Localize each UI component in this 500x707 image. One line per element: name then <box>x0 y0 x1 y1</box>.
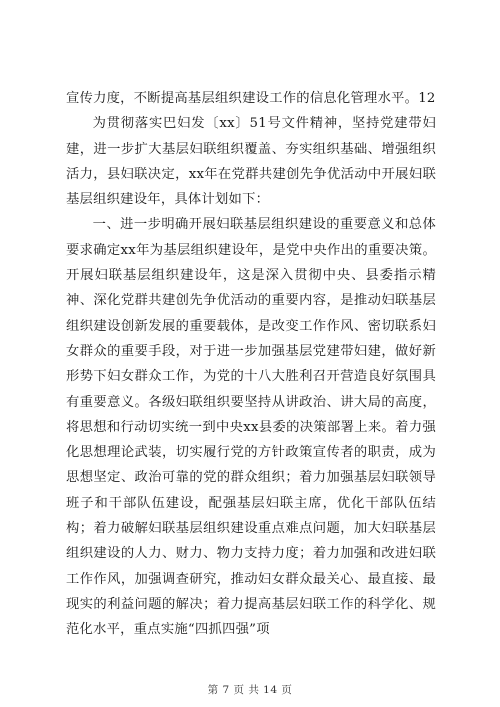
document-body <box>66 86 436 643</box>
paragraph-section-one: 一、进一步明确开展妇联基层组织建设的重要意义和总体要求确定xx年为基层组织建设年，是党中央作出的重要决策。开展妇联基层组织建设年，这是深入贯彻中央、县委指示精神、深化党群共建创先争优活动的重要内容，是推动妇联基层组织建设创新发展的重要载体，是改变工作作风、密切联系妇女群众的重要手段，对于进一步加强基层党建带妇建，做好新形势下妇女群众工作，为党的十八大胜利召开营造良好氛围具有重要意义。各级妇联组织要坚持从讲政治、讲大局的高度，将思想和行动切实统一到中央xx县委的决策部署上来。着力强化思想理论武装，切实履行党的方针政策宣传者的职责，成为思想坚定、政治可靠的党的群众组织；着力加强基层妇联领导班子和干部队伍建设，配强基层妇联主席，优化干部队伍结构；着力破解妇联基层组织建设重点难点问题，加大妇联基层组织建设的人力、财力、物力支持力度；着力加强和改进妇联工作作风，加强调查研究，推动妇女群众最关心、最直接、最现实的利益问题的解决；着力提高基层妇联工作的科学化、规范化水平，重点实施“四抓四强”项 <box>66 217 436 638</box>
page-number-footer: 第 7 页 共 14 页 <box>207 684 293 696</box>
paragraph-intro: 为贯彻落实巴妇发〔xx〕51号文件精神，坚持党建带妇建，进一步扩大基层妇联组织覆盖、夯实组织基础、增强组织活力，县妇联决定，xx年在党群共建创先争优活动中开展妇联基层组织建设年，具体计划如下： <box>66 116 436 208</box>
paragraph-continuation: 宣传力度，不断提高基层组织建设工作的信息化管理水平。12 <box>66 91 436 106</box>
